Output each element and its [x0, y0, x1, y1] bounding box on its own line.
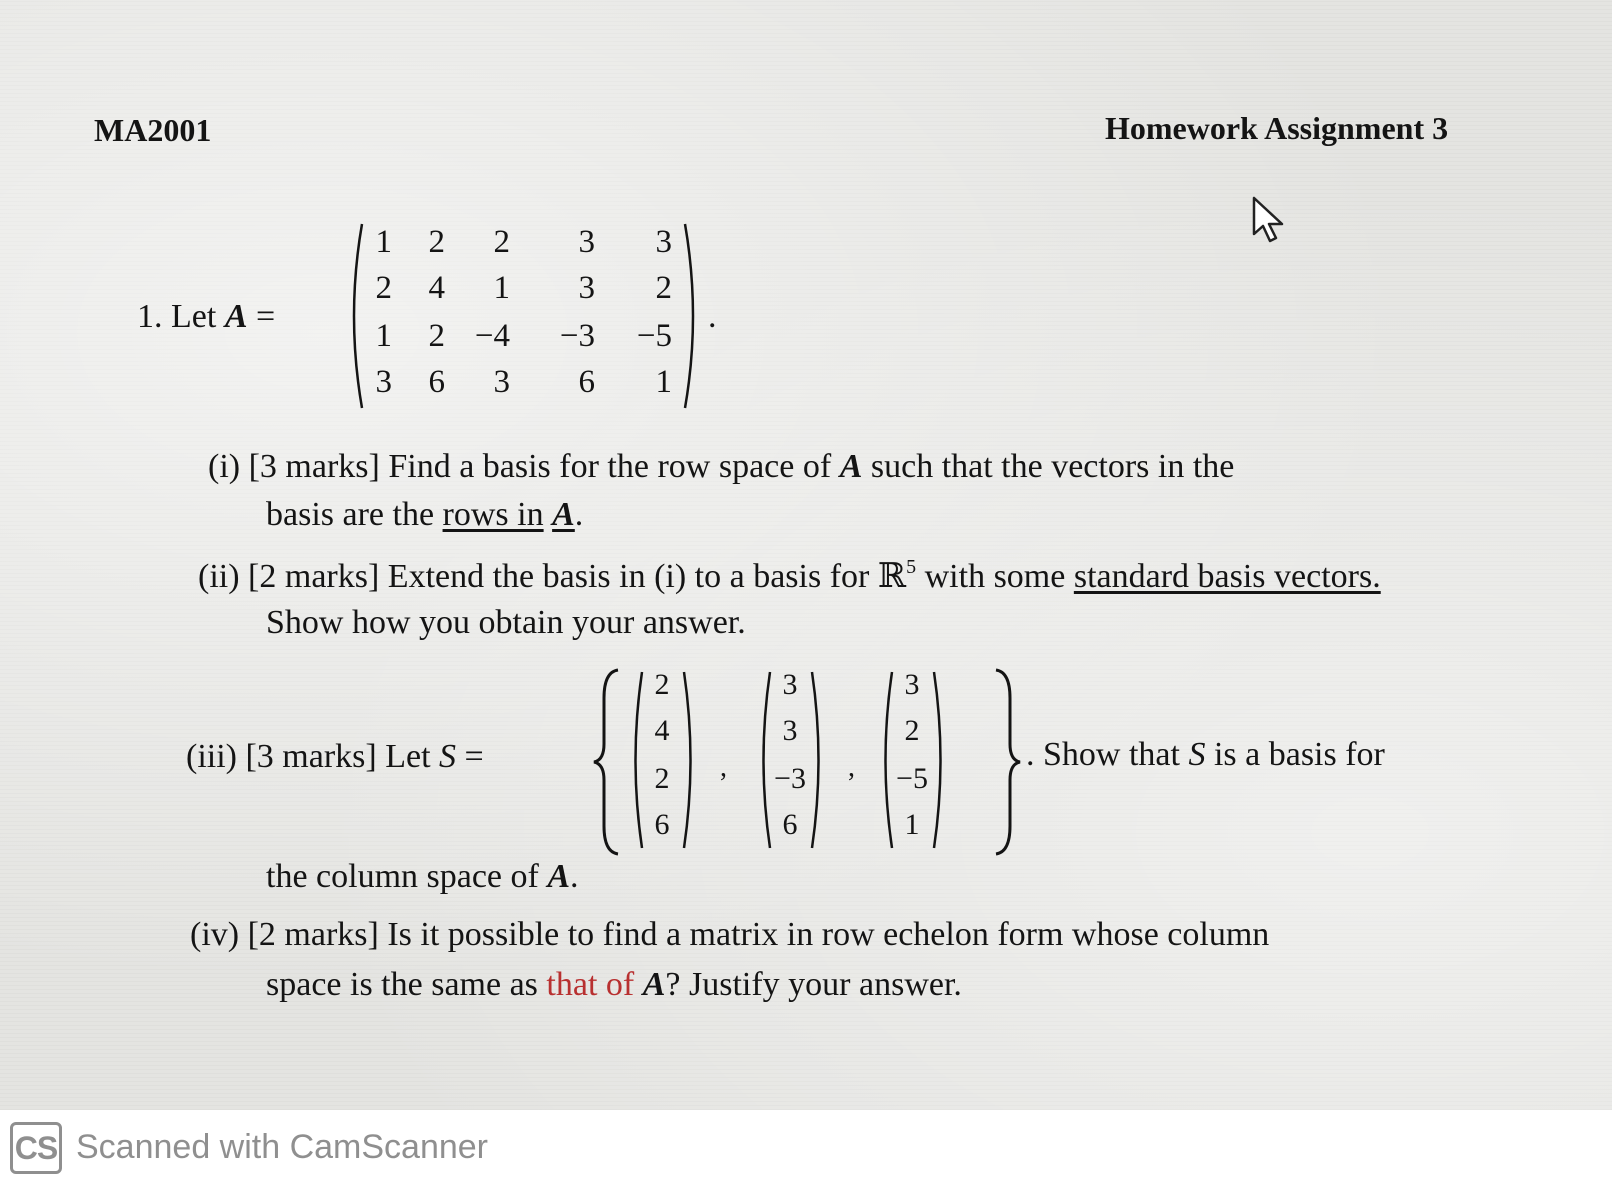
part-ii-label: (ii): [198, 558, 240, 595]
part-iii-label: (iii): [186, 738, 237, 775]
vector-entry: 6: [782, 808, 798, 841]
matrix-a-cell: 6: [428, 364, 445, 400]
matrix-right-paren: [683, 222, 703, 410]
assignment-title: Homework Assignment 3: [1105, 110, 1449, 146]
part-iv-line2: [266, 966, 962, 1004]
matrix-a-cell: 4: [428, 270, 445, 306]
vector-entry: −3: [774, 762, 806, 795]
vector-entry: 2: [654, 668, 670, 701]
vector-right-paren: [810, 670, 826, 850]
vector-entry: 1: [904, 808, 920, 841]
part-i-line2-text: basis are the: [266, 496, 435, 533]
part-ii-superscript: 5: [906, 556, 917, 578]
matrix-a-cell: 2: [428, 318, 445, 354]
vector-right-paren: [682, 670, 698, 850]
part-i-line2-symbol: A: [552, 496, 575, 533]
vector-entry: 3: [782, 668, 798, 701]
matrix-symbol: A: [224, 298, 248, 335]
part-ii-underlined: standard basis vectors.: [1073, 558, 1381, 595]
matrix-a-cell: −5: [636, 318, 672, 354]
vector-right-paren: [932, 670, 948, 850]
part-iii-equals: =: [464, 738, 484, 775]
part-iv-symbol: A: [642, 966, 666, 1003]
part-iii-marks: [3 marks]: [245, 738, 377, 775]
part-iv-line2-start: space is the same as: [266, 966, 538, 1003]
problem-intro: [137, 298, 275, 336]
part-iii-after: [1026, 736, 1385, 774]
part-iv-label: (iv): [190, 916, 240, 953]
part-i-text: Find a basis for the row space of: [388, 448, 832, 485]
set-left-brace: [592, 668, 622, 856]
vector-entry: 3: [782, 714, 798, 747]
matrix-a-cell: 3: [655, 224, 672, 260]
equals-sign: =: [256, 298, 276, 335]
part-iii-set-symbol: S: [439, 738, 457, 775]
vector-entry: 2: [654, 762, 670, 795]
matrix-a-cell: 1: [375, 224, 392, 260]
vector-entry: 6: [654, 808, 670, 841]
part-iii-after-symbol: S: [1188, 736, 1206, 773]
vector-separator: ,: [720, 752, 727, 783]
matrix-a-cell: 3: [375, 364, 392, 400]
part-iv-red-text: that of: [546, 966, 635, 1003]
matrix-a-cell: 2: [493, 224, 510, 260]
vector-separator: ,: [848, 752, 855, 783]
part-i-text-end: such that the vectors in the: [870, 448, 1235, 485]
matrix-a-cell: 1: [493, 270, 510, 306]
mouse-pointer-icon: [1252, 196, 1286, 244]
part-i-underlined: rows in: [442, 496, 544, 533]
camscanner-watermark: Scanned with CamScanner: [76, 1128, 489, 1166]
matrix-a-cell: 3: [578, 224, 595, 260]
camscanner-logo: CS: [10, 1122, 62, 1174]
vector-entry: 4: [654, 714, 670, 747]
part-iv-marks: [2 marks]: [247, 916, 379, 953]
vector-entry: −5: [896, 762, 928, 795]
matrix-a-cell: 6: [578, 364, 595, 400]
part-ii-marks: [2 marks]: [248, 558, 380, 595]
part-iii-after-text: . Show that: [1026, 736, 1180, 773]
part-iv-text: Is it possible to find a matrix in row echelon form whose column: [387, 916, 1270, 953]
part-i-marks: [3 marks]: [248, 448, 380, 485]
part-iv-line1: [190, 916, 1269, 954]
vector-entry: 3: [904, 668, 920, 701]
set-right-brace: [992, 668, 1022, 856]
part-ii-line2: Show how you obtain your answer.: [266, 604, 746, 641]
part-i-symbol: A: [839, 448, 863, 485]
part-i-line2: [266, 496, 583, 534]
matrix-a-cell: 3: [493, 364, 510, 400]
matrix-a-cell: 2: [655, 270, 672, 306]
part-iii-line2: [266, 858, 579, 896]
matrix-a-cell: −3: [559, 318, 595, 354]
problem-number: 1.: [137, 298, 163, 335]
matrix-a-cell: 1: [375, 318, 392, 354]
matrix-a-cell: 3: [578, 270, 595, 306]
part-iii-line2-symbol: A: [547, 858, 571, 895]
part-i-line1: [208, 448, 1234, 486]
part-iii-line2-end: .: [570, 858, 579, 895]
let-word: Let: [171, 298, 217, 335]
matrix-a-cell: 2: [375, 270, 392, 306]
part-iii-line1: [186, 738, 484, 776]
part-ii-line1: [198, 556, 1381, 596]
part-ii-text-mid: with some: [924, 558, 1066, 595]
part-iii-after-end: is a basis for: [1213, 736, 1385, 773]
part-i-line2-end: .: [574, 496, 584, 533]
part-iii-line2-text: the column space of: [266, 858, 539, 895]
part-ii-text: Extend the basis in (i) to a basis for ℝ: [387, 558, 907, 595]
part-i-label: (i): [208, 448, 241, 485]
vector-entry: 2: [904, 714, 920, 747]
matrix-period: .: [708, 298, 717, 335]
matrix-a-cell: 1: [655, 364, 672, 400]
part-iii-let: Let: [385, 738, 431, 775]
matrix-a-cell: −4: [474, 318, 510, 354]
matrix-a-cell: 2: [428, 224, 445, 260]
course-code: MA2001: [94, 112, 212, 148]
part-iv-line2-end: ? Justify your answer.: [665, 966, 962, 1003]
